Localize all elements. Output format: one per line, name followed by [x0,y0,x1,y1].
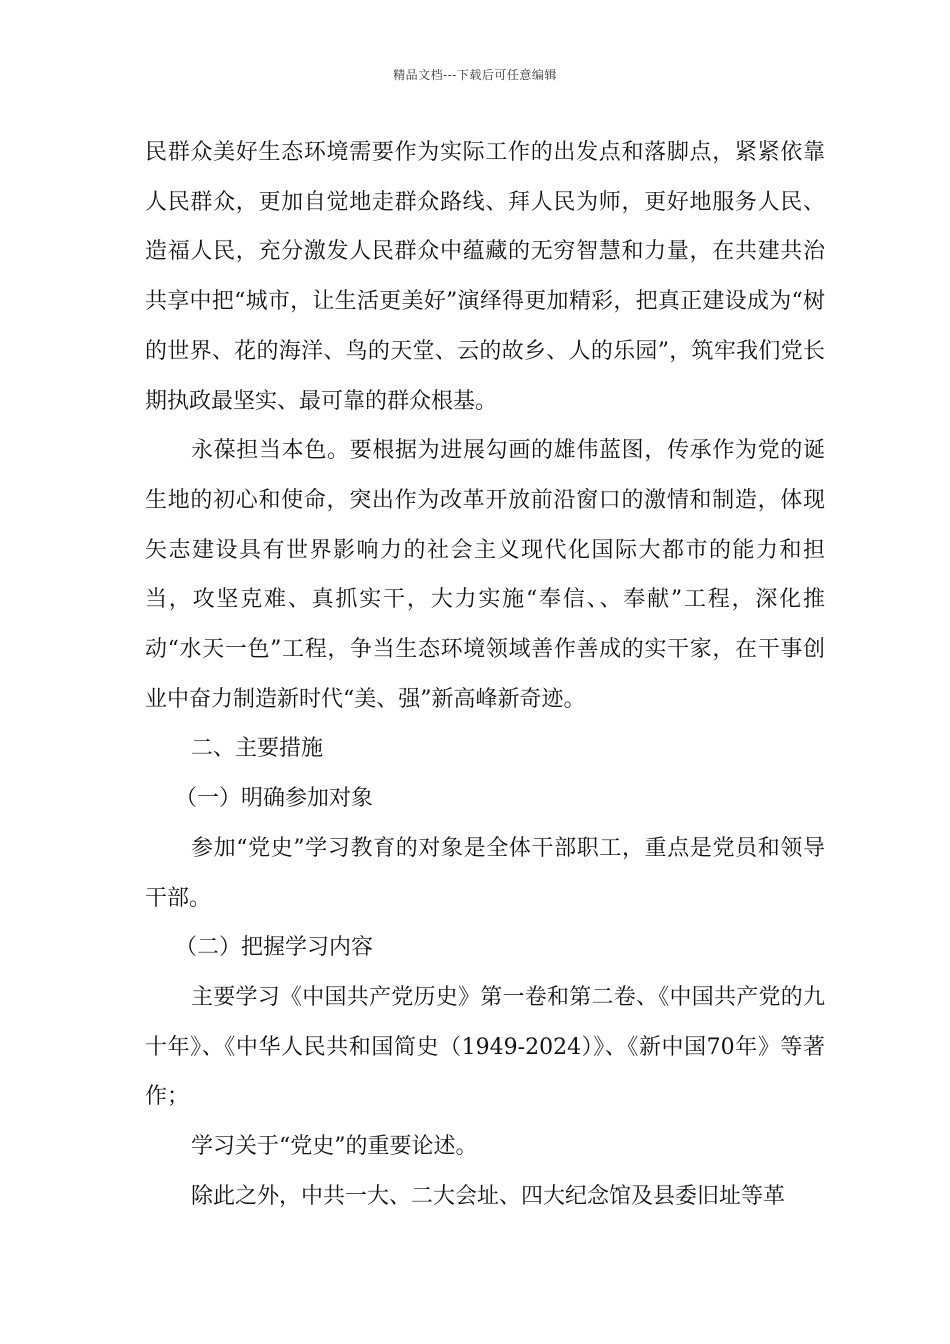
page-header: 精品文档---下载后可任意编辑 [393,68,557,82]
paragraph-participants: 参加“党史”学习教育的对象是全体干部职工，重点是党员和领导干部。 [145,835,825,911]
document-body [145,128,825,1221]
paragraph-1: 民群众美好生态环境需要作为实际工作的出发点和落脚点，紧紧依靠人民群众，更加自觉地走群众路线、拜人民为师，更好地服务人民、造福人民，充分激发人民群众中蕴藏的无穷智慧和力量，在共建共治共享中把“城市，让生活更美好”演绎得更加精彩，把真正建设成为“树的世界、花的海洋、鸟的天堂、云的故乡、人的乐园”，筑牢我们党长期执政最坚实、最可靠的群众根基。 [145,140,825,414]
subheading-study-content: （二）把握学习内容 [175,935,374,961]
subheading-participants: （一）明确参加对象 [175,786,374,812]
section-heading-main-measures: 二、主要措施 [191,736,324,762]
paragraph-additional: 除此之外，中共一大、二大会址、四大纪念馆及县委旧址等革 [191,1183,786,1209]
paragraph-2: 永葆担当本色。要根据为进展勾画的雄伟蓝图，传承作为党的诞生地的初心和使命，突出作为改革开放前沿窗口的激情和制造，体现矢志建设具有世界影响力的社会主义现代化国际大都市的能力和担当，攻坚克难、真抓实干，大力实施“奉信、、奉献”工程，深化推动“水天一色”工程，争当生态环境领域善作善成的实干家，在干事创业中奋力制造新时代“美、强”新高峰新奇迹。 [145,438,825,712]
paragraph-study-books: 主要学习《中国共产党历史》第一卷和第二卷、《中国共产党的九十年》、《中华人民共和国简史（1949-2024）》、《新中国70年》等著作； [145,984,825,1110]
paragraph-study-discourse: 学习关于“党史”的重要论述。 [191,1134,478,1160]
